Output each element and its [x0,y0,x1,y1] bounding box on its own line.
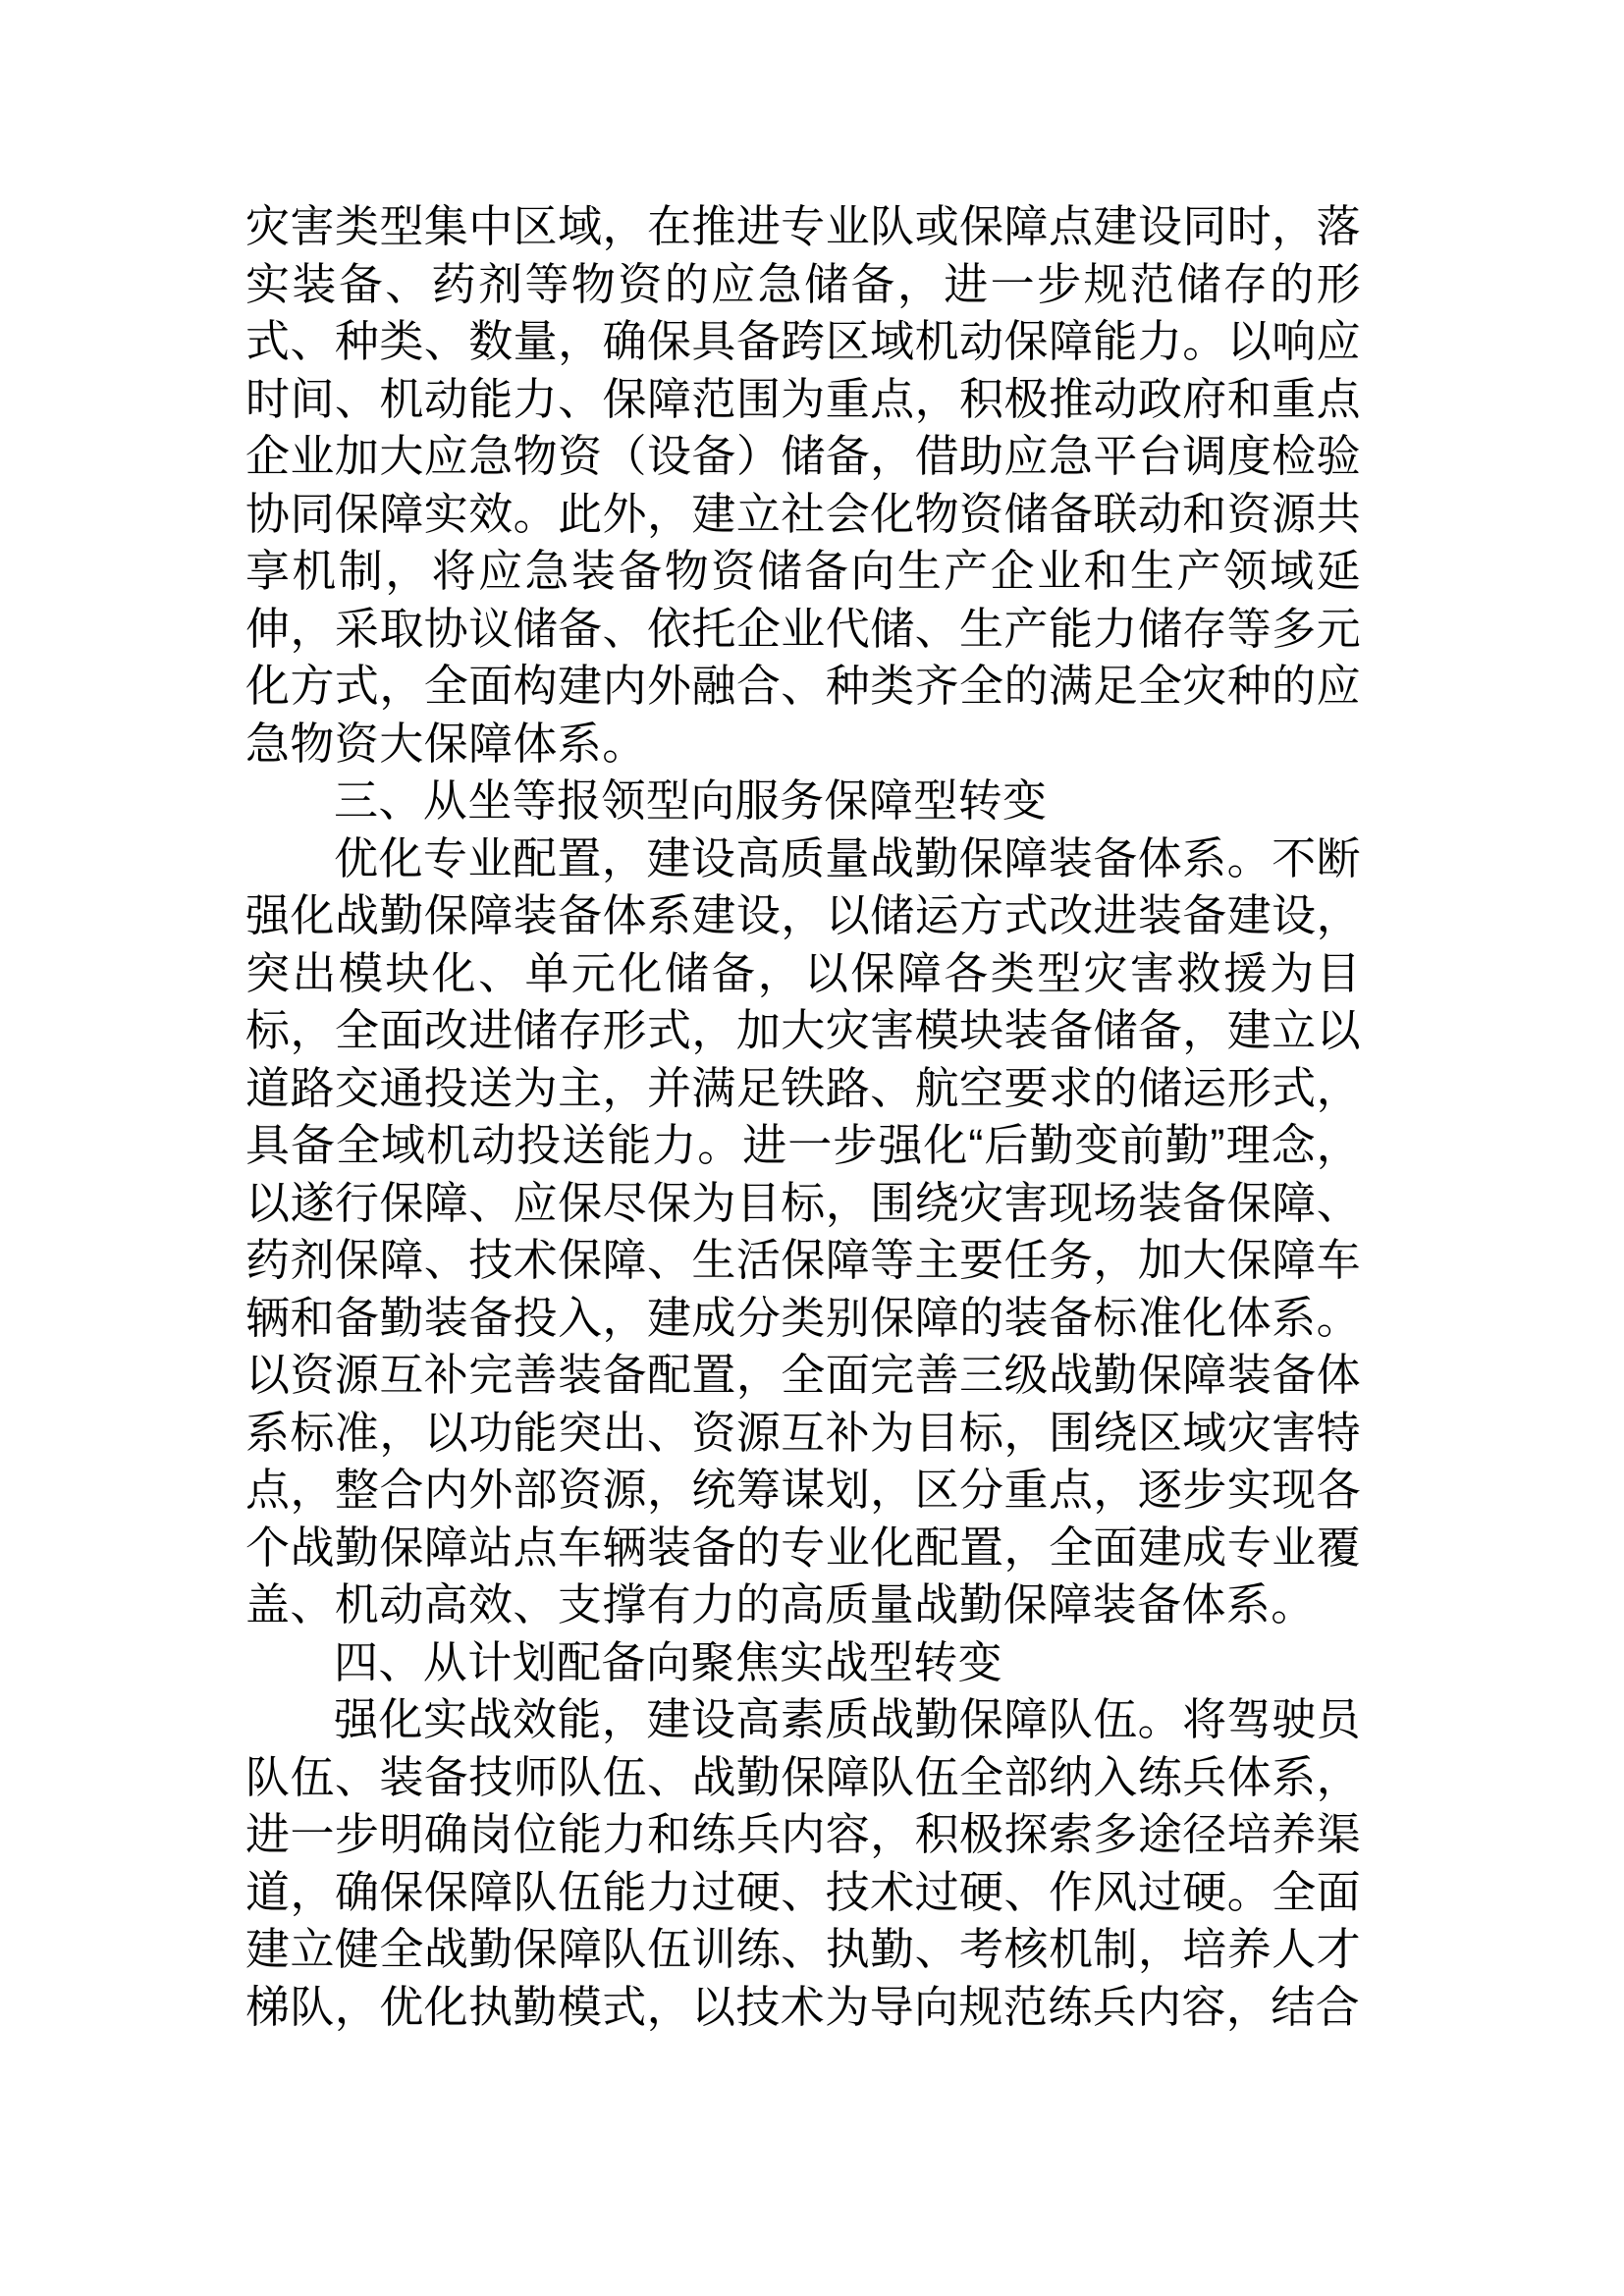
section-heading-three: 三、从坐等报领型向服务保障型转变 [334,775,1048,826]
section-heading-four: 四、从计划配备向聚焦实战型转变 [334,1636,1003,1687]
paragraph-section-three: 优化专业配置，建设高质量战勤保障装备体系。不断强化战勤保障装备体系建设，以储运方式改进装备建设，突出模块化、单元化储备，以保障各类型灾害救援为目标，全面改进储存形式，加大灾害模块装备储备，建立以道路交通投送为主，并满足铁路、航空要求的储运形式，具备全域机动投送能力。进一步强化“后勤变前勤”理念，以遂行保障、应保尽保为目标，围绕灾害现场装备保障、药剂保障、技术保障、生活保障等主要任务，加大保障车辆和备勤装备投入，建成分类别保障的装备标准化体系。以资源互补完善装备配置，全面完善三级战勤保障装备体系标准，以功能突出、资源互补为目标，围绕区域灾害特点，整合内外部资源，统筹谋划，区分重点，逐步实现各个战勤保障站点车辆装备的专业化配置，全面建成专业覆盖、机动高效、支撑有力的高质量战勤保障装备体系。 [245,832,1361,1629]
paragraph-section-four: 强化实战效能，建设高素质战勤保障队伍。将驾驶员队伍、装备技师队伍、战勤保障队伍全部纳入练兵体系，进一步明确岗位能力和练兵内容，积极探索多途径培养渠道，确保保障队伍能力过硬、技术过硬、作风过硬。全面建立健全战勤保障队伍训练、执勤、考核机制，培养人才梯队，优化执勤模式，以技术为导向规范练兵内容，结合 [245,1694,1361,2032]
document-page [245,198,1361,2036]
paragraph-continuation: 灾害类型集中区域，在推进专业队或保障点建设同时，落实装备、药剂等物资的应急储备，进一步规范储存的形式、种类、数量，确保具备跨区域机动保障能力。以响应时间、机动能力、保障范围为重点，积极推动政府和重点企业加大应急物资（设备）储备，借助应急平台调度检验协同保障实效。此外，建立社会化物资储备联动和资源共享机制，将应急装备物资储备向生产企业和生产领域延伸，采取协议储备、依托企业代储、生产能力储存等多元化方式，全面构建内外融合、种类齐全的满足全灾种的应急物资大保障体系。 [245,201,1361,769]
